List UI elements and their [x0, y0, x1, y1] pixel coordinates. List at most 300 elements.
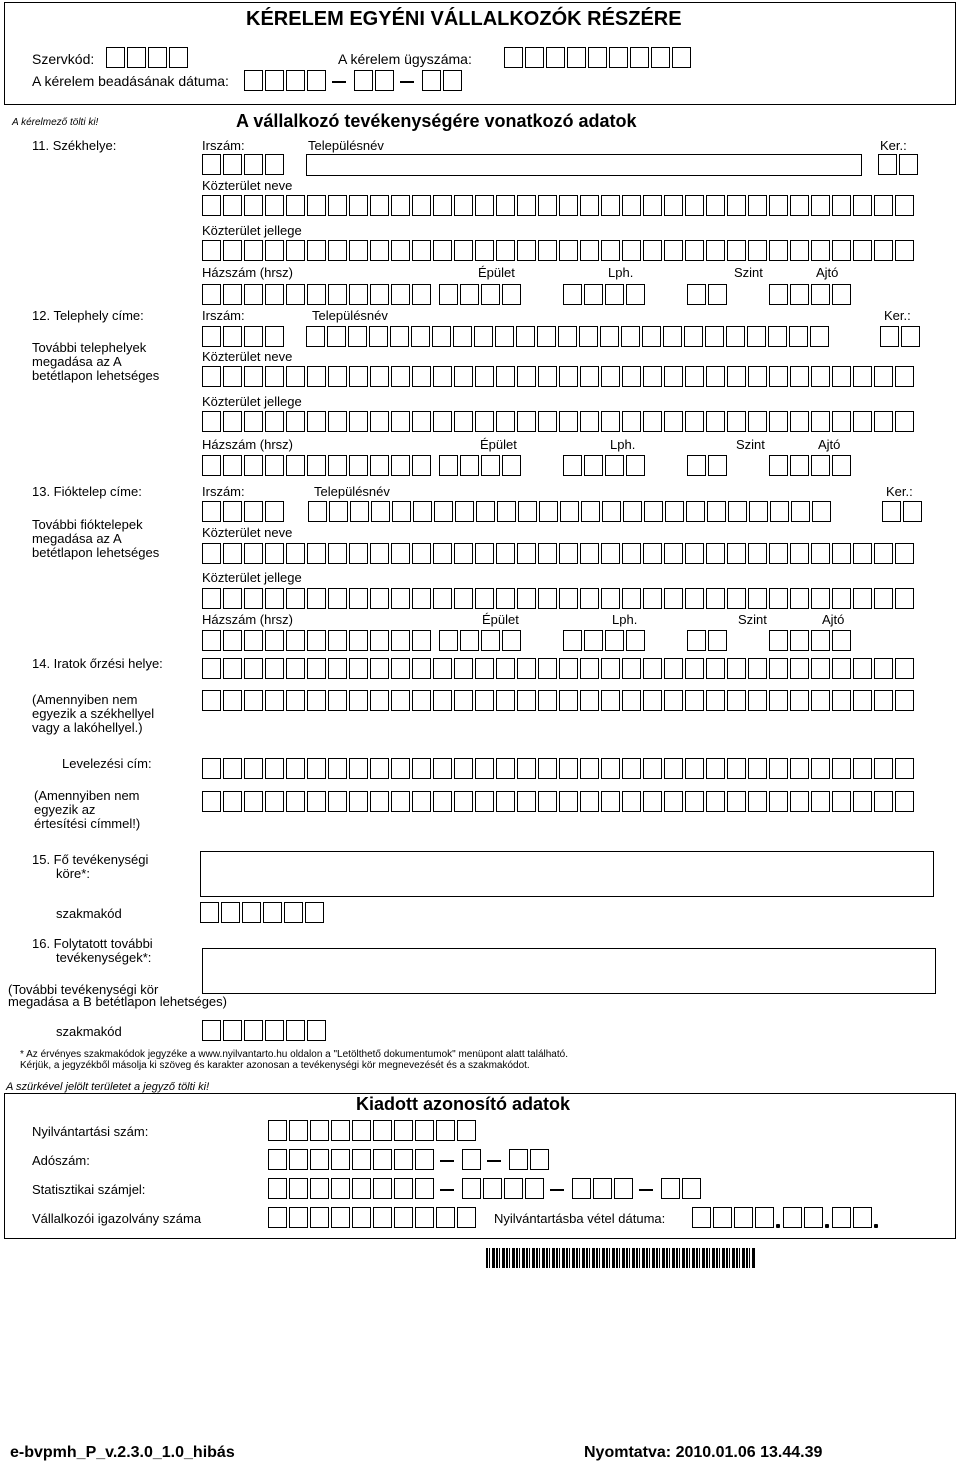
char-box[interactable]	[748, 240, 767, 261]
char-box[interactable]	[244, 366, 263, 387]
char-box[interactable]	[559, 588, 578, 609]
char-box[interactable]	[622, 690, 641, 711]
char-box[interactable]	[622, 240, 641, 261]
char-box[interactable]	[349, 791, 368, 812]
char-box[interactable]	[832, 284, 851, 305]
s13-cim-boxes[interactable]	[202, 630, 853, 651]
char-box[interactable]	[685, 240, 704, 261]
char-box[interactable]	[685, 543, 704, 564]
s16-tevekenyseg-field[interactable]	[202, 948, 936, 994]
char-box[interactable]	[475, 240, 494, 261]
char-box[interactable]	[749, 501, 768, 522]
char-box[interactable]	[375, 70, 394, 91]
char-box[interactable]	[373, 1178, 392, 1199]
char-box[interactable]	[705, 326, 724, 347]
char-box[interactable]	[538, 588, 557, 609]
char-box[interactable]	[496, 543, 515, 564]
char-box[interactable]	[310, 1207, 329, 1228]
char-box[interactable]	[412, 411, 431, 432]
nyilvantartasba-boxes[interactable]	[692, 1207, 881, 1228]
char-box[interactable]	[895, 791, 914, 812]
char-box[interactable]	[832, 455, 851, 476]
char-box[interactable]	[439, 284, 458, 305]
char-box[interactable]	[517, 543, 536, 564]
char-box[interactable]	[853, 791, 872, 812]
char-box[interactable]	[789, 326, 808, 347]
char-box[interactable]	[242, 902, 261, 923]
char-box[interactable]	[202, 501, 221, 522]
char-box[interactable]	[748, 366, 767, 387]
char-box[interactable]	[664, 240, 683, 261]
char-box[interactable]	[790, 240, 809, 261]
char-box[interactable]	[331, 1149, 350, 1170]
char-box[interactable]	[580, 690, 599, 711]
char-box[interactable]	[422, 70, 441, 91]
char-box[interactable]	[307, 195, 326, 216]
char-box[interactable]	[685, 411, 704, 432]
char-box[interactable]	[559, 658, 578, 679]
char-box[interactable]	[517, 240, 536, 261]
char-box[interactable]	[373, 1207, 392, 1228]
char-box[interactable]	[370, 658, 389, 679]
char-box[interactable]	[790, 588, 809, 609]
char-box[interactable]	[475, 195, 494, 216]
char-box[interactable]	[391, 455, 410, 476]
char-box[interactable]	[223, 284, 242, 305]
char-box[interactable]	[433, 411, 452, 432]
char-box[interactable]	[811, 543, 830, 564]
char-box[interactable]	[443, 70, 462, 91]
char-box[interactable]	[202, 455, 221, 476]
char-box[interactable]	[692, 1207, 711, 1228]
char-box[interactable]	[901, 326, 920, 347]
char-box[interactable]	[244, 658, 263, 679]
char-box[interactable]	[755, 1207, 774, 1228]
char-box[interactable]	[728, 501, 747, 522]
char-box[interactable]	[244, 240, 263, 261]
char-box[interactable]	[415, 1178, 434, 1199]
char-box[interactable]	[643, 543, 662, 564]
char-box[interactable]	[832, 588, 851, 609]
char-box[interactable]	[584, 284, 603, 305]
char-box[interactable]	[496, 195, 515, 216]
char-box[interactable]	[496, 366, 515, 387]
char-box[interactable]	[148, 47, 167, 68]
char-box[interactable]	[265, 630, 284, 651]
char-box[interactable]	[601, 658, 620, 679]
char-box[interactable]	[373, 1149, 392, 1170]
char-box[interactable]	[454, 758, 473, 779]
char-box[interactable]	[433, 195, 452, 216]
char-box[interactable]	[643, 758, 662, 779]
char-box[interactable]	[454, 411, 473, 432]
char-box[interactable]	[328, 791, 347, 812]
char-box[interactable]	[462, 1178, 481, 1199]
char-box[interactable]	[454, 543, 473, 564]
char-box[interactable]	[790, 658, 809, 679]
char-box[interactable]	[811, 630, 830, 651]
char-box[interactable]	[769, 630, 788, 651]
char-box[interactable]	[895, 195, 914, 216]
char-box[interactable]	[605, 455, 624, 476]
char-box[interactable]	[832, 543, 851, 564]
char-box[interactable]	[706, 411, 725, 432]
char-box[interactable]	[221, 902, 240, 923]
char-box[interactable]	[286, 70, 305, 91]
char-box[interactable]	[310, 1120, 329, 1141]
char-box[interactable]	[412, 758, 431, 779]
char-box[interactable]	[790, 411, 809, 432]
char-box[interactable]	[412, 366, 431, 387]
char-box[interactable]	[605, 284, 624, 305]
char-box[interactable]	[685, 366, 704, 387]
char-box[interactable]	[349, 284, 368, 305]
char-box[interactable]	[664, 543, 683, 564]
char-box[interactable]	[563, 630, 582, 651]
char-box[interactable]	[496, 791, 515, 812]
char-box[interactable]	[727, 588, 746, 609]
char-box[interactable]	[538, 543, 557, 564]
s13-irszam-boxes[interactable]	[202, 501, 286, 522]
char-box[interactable]	[790, 690, 809, 711]
char-box[interactable]	[747, 326, 766, 347]
char-box[interactable]	[769, 758, 788, 779]
char-box[interactable]	[727, 658, 746, 679]
char-box[interactable]	[390, 326, 409, 347]
char-box[interactable]	[497, 501, 516, 522]
s11-kozterulet-neve-boxes[interactable]	[202, 195, 916, 216]
char-box[interactable]	[436, 1120, 455, 1141]
char-box[interactable]	[307, 240, 326, 261]
char-box[interactable]	[685, 690, 704, 711]
char-box[interactable]	[244, 70, 263, 91]
char-box[interactable]	[651, 47, 670, 68]
s12-kozterulet-neve-boxes[interactable]	[202, 366, 916, 387]
char-box[interactable]	[664, 366, 683, 387]
char-box[interactable]	[832, 1207, 851, 1228]
char-box[interactable]	[811, 455, 830, 476]
char-box[interactable]	[223, 758, 242, 779]
char-box[interactable]	[811, 366, 830, 387]
char-box[interactable]	[601, 690, 620, 711]
char-box[interactable]	[307, 543, 326, 564]
char-box[interactable]	[727, 791, 746, 812]
char-box[interactable]	[244, 630, 263, 651]
char-box[interactable]	[412, 658, 431, 679]
char-box[interactable]	[853, 366, 872, 387]
char-box[interactable]	[748, 588, 767, 609]
char-box[interactable]	[895, 543, 914, 564]
char-box[interactable]	[307, 70, 326, 91]
char-box[interactable]	[432, 326, 451, 347]
char-box[interactable]	[331, 1120, 350, 1141]
char-box[interactable]	[286, 195, 305, 216]
char-box[interactable]	[433, 758, 452, 779]
char-box[interactable]	[265, 588, 284, 609]
char-box[interactable]	[391, 366, 410, 387]
char-box[interactable]	[622, 658, 641, 679]
char-box[interactable]	[307, 758, 326, 779]
char-box[interactable]	[305, 902, 324, 923]
char-box[interactable]	[454, 588, 473, 609]
char-box[interactable]	[601, 366, 620, 387]
char-box[interactable]	[874, 588, 893, 609]
char-box[interactable]	[748, 758, 767, 779]
char-box[interactable]	[622, 758, 641, 779]
char-box[interactable]	[685, 658, 704, 679]
char-box[interactable]	[462, 1149, 481, 1170]
char-box[interactable]	[684, 326, 703, 347]
char-box[interactable]	[642, 326, 661, 347]
char-box[interactable]	[682, 1178, 701, 1199]
s11-cim-boxes[interactable]	[202, 284, 853, 305]
char-box[interactable]	[517, 411, 536, 432]
char-box[interactable]	[289, 1207, 308, 1228]
char-box[interactable]	[200, 902, 219, 923]
char-box[interactable]	[391, 195, 410, 216]
char-box[interactable]	[349, 630, 368, 651]
char-box[interactable]	[769, 240, 788, 261]
char-box[interactable]	[783, 1207, 802, 1228]
char-box[interactable]	[415, 1120, 434, 1141]
char-box[interactable]	[790, 543, 809, 564]
s11-kozterulet-jellege-boxes[interactable]	[202, 240, 916, 261]
char-box[interactable]	[580, 366, 599, 387]
char-box[interactable]	[394, 1149, 413, 1170]
s16-szakmakod-boxes[interactable]	[202, 1020, 328, 1041]
char-box[interactable]	[223, 690, 242, 711]
char-box[interactable]	[600, 326, 619, 347]
char-box[interactable]	[895, 758, 914, 779]
char-box[interactable]	[895, 690, 914, 711]
char-box[interactable]	[811, 658, 830, 679]
levelezes-row2-boxes[interactable]	[202, 791, 916, 812]
char-box[interactable]	[370, 588, 389, 609]
char-box[interactable]	[769, 455, 788, 476]
char-box[interactable]	[643, 690, 662, 711]
char-box[interactable]	[643, 791, 662, 812]
char-box[interactable]	[307, 411, 326, 432]
char-box[interactable]	[790, 195, 809, 216]
char-box[interactable]	[475, 411, 494, 432]
char-box[interactable]	[328, 588, 347, 609]
char-box[interactable]	[903, 501, 922, 522]
char-box[interactable]	[622, 195, 641, 216]
char-box[interactable]	[307, 630, 326, 651]
char-box[interactable]	[895, 588, 914, 609]
char-box[interactable]	[439, 630, 458, 651]
char-box[interactable]	[685, 195, 704, 216]
char-box[interactable]	[328, 366, 347, 387]
char-box[interactable]	[496, 240, 515, 261]
char-box[interactable]	[307, 791, 326, 812]
char-box[interactable]	[391, 658, 410, 679]
char-box[interactable]	[286, 588, 305, 609]
char-box[interactable]	[895, 658, 914, 679]
char-box[interactable]	[286, 411, 305, 432]
char-box[interactable]	[874, 658, 893, 679]
char-box[interactable]	[455, 501, 474, 522]
char-box[interactable]	[601, 240, 620, 261]
char-box[interactable]	[664, 195, 683, 216]
char-box[interactable]	[572, 1178, 591, 1199]
char-box[interactable]	[601, 588, 620, 609]
char-box[interactable]	[265, 758, 284, 779]
char-box[interactable]	[727, 411, 746, 432]
char-box[interactable]	[244, 588, 263, 609]
s14-row1-boxes[interactable]	[202, 658, 916, 679]
char-box[interactable]	[244, 455, 263, 476]
char-box[interactable]	[223, 588, 242, 609]
char-box[interactable]	[832, 366, 851, 387]
char-box[interactable]	[537, 326, 556, 347]
char-box[interactable]	[706, 195, 725, 216]
s14-row2-boxes[interactable]	[202, 690, 916, 711]
char-box[interactable]	[832, 411, 851, 432]
char-box[interactable]	[348, 326, 367, 347]
char-box[interactable]	[770, 501, 789, 522]
char-box[interactable]	[265, 501, 284, 522]
char-box[interactable]	[769, 690, 788, 711]
char-box[interactable]	[874, 690, 893, 711]
char-box[interactable]	[454, 690, 473, 711]
char-box[interactable]	[436, 1207, 455, 1228]
char-box[interactable]	[286, 1020, 305, 1041]
char-box[interactable]	[454, 366, 473, 387]
char-box[interactable]	[289, 1149, 308, 1170]
char-box[interactable]	[349, 366, 368, 387]
char-box[interactable]	[223, 630, 242, 651]
char-box[interactable]	[895, 240, 914, 261]
char-box[interactable]	[370, 284, 389, 305]
char-box[interactable]	[559, 240, 578, 261]
char-box[interactable]	[415, 1207, 434, 1228]
char-box[interactable]	[559, 195, 578, 216]
levelezes-row1-boxes[interactable]	[202, 758, 916, 779]
char-box[interactable]	[349, 588, 368, 609]
char-box[interactable]	[538, 690, 557, 711]
char-box[interactable]	[394, 1207, 413, 1228]
char-box[interactable]	[265, 455, 284, 476]
char-box[interactable]	[370, 630, 389, 651]
char-box[interactable]	[454, 791, 473, 812]
char-box[interactable]	[434, 501, 453, 522]
char-box[interactable]	[433, 588, 452, 609]
char-box[interactable]	[370, 455, 389, 476]
char-box[interactable]	[286, 630, 305, 651]
char-box[interactable]	[748, 791, 767, 812]
char-box[interactable]	[832, 690, 851, 711]
char-box[interactable]	[307, 455, 326, 476]
char-box[interactable]	[853, 658, 872, 679]
char-box[interactable]	[328, 240, 347, 261]
char-box[interactable]	[811, 791, 830, 812]
char-box[interactable]	[706, 758, 725, 779]
char-box[interactable]	[328, 658, 347, 679]
char-box[interactable]	[853, 195, 872, 216]
char-box[interactable]	[412, 284, 431, 305]
char-box[interactable]	[307, 658, 326, 679]
char-box[interactable]	[370, 758, 389, 779]
char-box[interactable]	[391, 240, 410, 261]
char-box[interactable]	[853, 1207, 872, 1228]
char-box[interactable]	[538, 195, 557, 216]
char-box[interactable]	[517, 791, 536, 812]
char-box[interactable]	[202, 154, 221, 175]
char-box[interactable]	[832, 240, 851, 261]
char-box[interactable]	[502, 284, 521, 305]
char-box[interactable]	[202, 758, 221, 779]
char-box[interactable]	[768, 326, 787, 347]
char-box[interactable]	[328, 195, 347, 216]
char-box[interactable]	[481, 284, 500, 305]
char-box[interactable]	[244, 690, 263, 711]
char-box[interactable]	[265, 70, 284, 91]
char-box[interactable]	[601, 195, 620, 216]
char-box[interactable]	[707, 501, 726, 522]
char-box[interactable]	[244, 791, 263, 812]
char-box[interactable]	[328, 284, 347, 305]
char-box[interactable]	[286, 690, 305, 711]
char-box[interactable]	[563, 455, 582, 476]
char-box[interactable]	[748, 543, 767, 564]
char-box[interactable]	[476, 501, 495, 522]
char-box[interactable]	[727, 690, 746, 711]
char-box[interactable]	[169, 47, 188, 68]
char-box[interactable]	[350, 501, 369, 522]
char-box[interactable]	[370, 411, 389, 432]
char-box[interactable]	[538, 758, 557, 779]
char-box[interactable]	[202, 411, 221, 432]
char-box[interactable]	[223, 366, 242, 387]
char-box[interactable]	[811, 284, 830, 305]
char-box[interactable]	[453, 326, 472, 347]
char-box[interactable]	[518, 501, 537, 522]
char-box[interactable]	[244, 326, 263, 347]
char-box[interactable]	[811, 690, 830, 711]
char-box[interactable]	[812, 501, 831, 522]
char-box[interactable]	[328, 411, 347, 432]
char-box[interactable]	[769, 588, 788, 609]
char-box[interactable]	[601, 758, 620, 779]
char-box[interactable]	[790, 791, 809, 812]
char-box[interactable]	[643, 658, 662, 679]
char-box[interactable]	[626, 630, 645, 651]
char-box[interactable]	[475, 791, 494, 812]
char-box[interactable]	[352, 1149, 371, 1170]
char-box[interactable]	[331, 1207, 350, 1228]
char-box[interactable]	[804, 1207, 823, 1228]
char-box[interactable]	[878, 154, 897, 175]
char-box[interactable]	[832, 195, 851, 216]
char-box[interactable]	[882, 501, 901, 522]
char-box[interactable]	[394, 1120, 413, 1141]
s13-kozterulet-jellege-boxes[interactable]	[202, 588, 916, 609]
char-box[interactable]	[622, 791, 641, 812]
char-box[interactable]	[769, 411, 788, 432]
s12-kozterulet-jellege-boxes[interactable]	[202, 411, 916, 432]
char-box[interactable]	[643, 588, 662, 609]
s13-telepulesnev-boxes[interactable]	[308, 501, 833, 522]
char-box[interactable]	[811, 195, 830, 216]
char-box[interactable]	[394, 1178, 413, 1199]
char-box[interactable]	[307, 1020, 326, 1041]
char-box[interactable]	[546, 47, 565, 68]
char-box[interactable]	[538, 791, 557, 812]
char-box[interactable]	[558, 326, 577, 347]
char-box[interactable]	[874, 543, 893, 564]
char-box[interactable]	[202, 366, 221, 387]
